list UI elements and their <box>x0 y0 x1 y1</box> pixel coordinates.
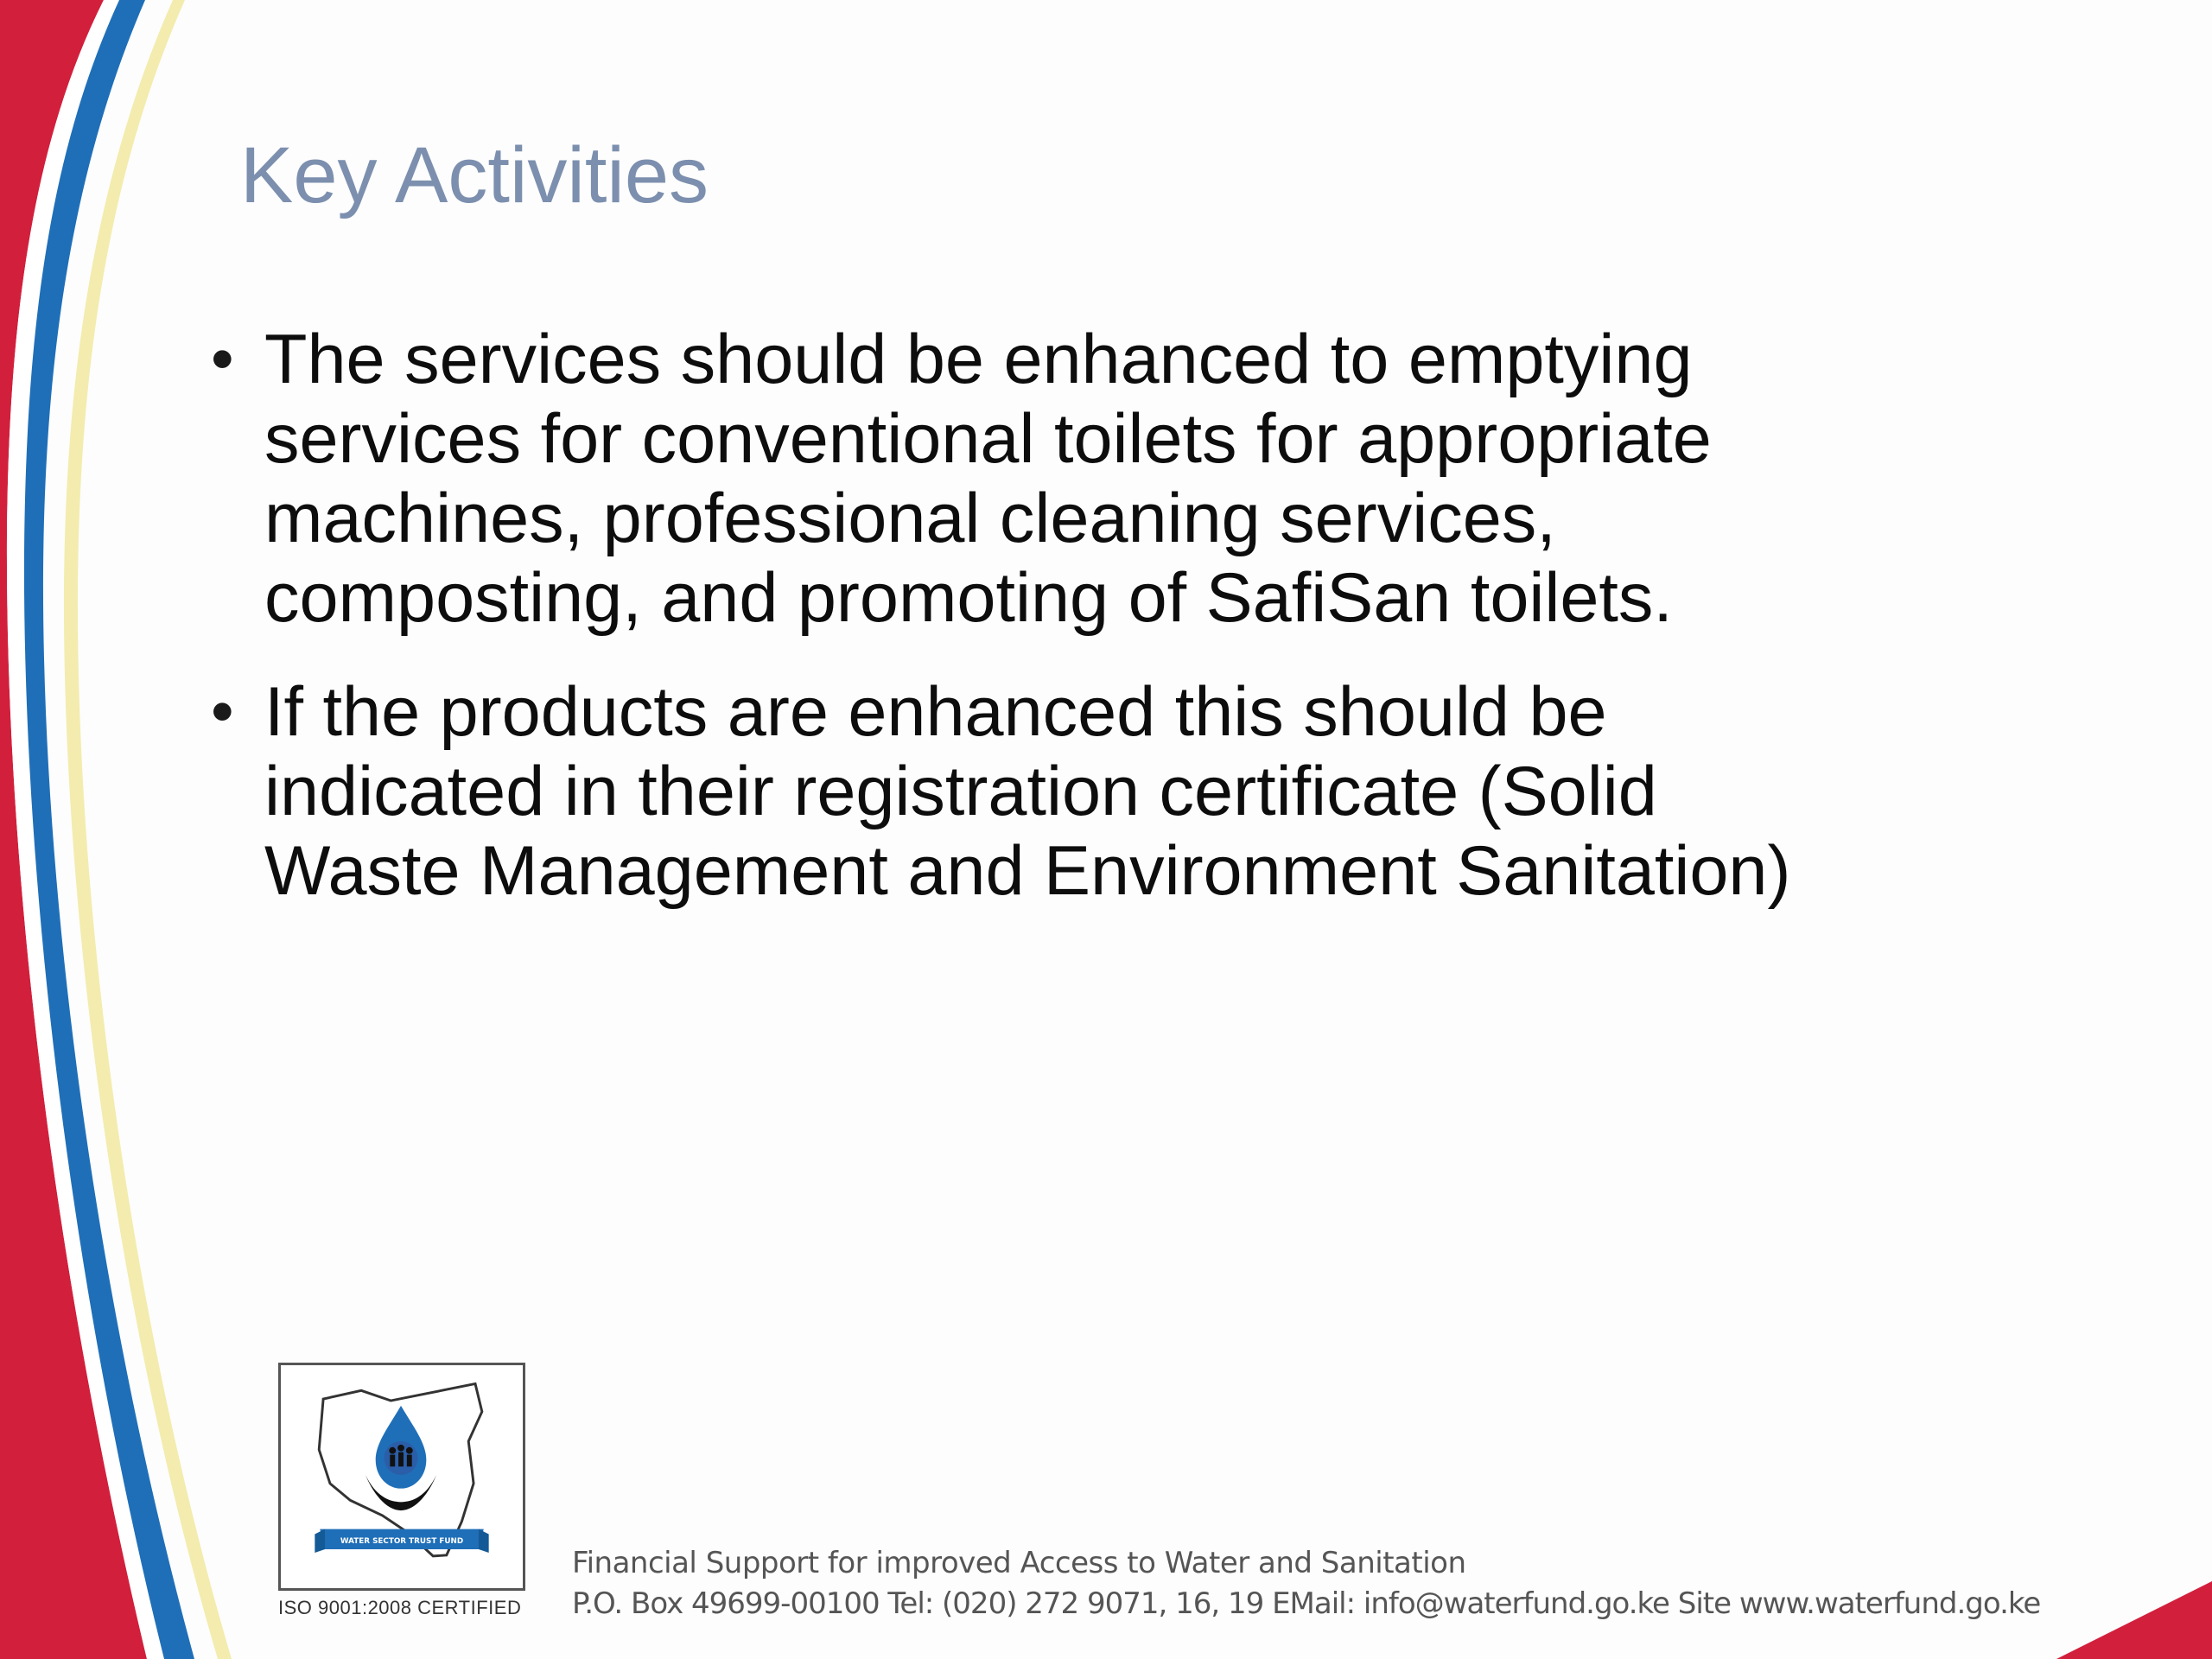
bullet-text: The services should be enhanced to emptying services for conventional toilets for appropriate machines, professional cleaning services, composting, and promoting of SafiSan toilets. <box>264 321 1712 637</box>
footer-tagline: Financial Support for improved Access to Water and Sanitation <box>572 1546 1466 1580</box>
bullet-marker: • <box>211 675 234 748</box>
logo-banner-text: WATER SECTOR TRUST FUND <box>340 1537 464 1547</box>
slide-title: Key Activities <box>240 131 709 219</box>
footer-contact: P.O. Box 49699-00100 Tel: (020) 272 9071, 16, 19 EMail: info@waterfund.go.ke Site www.waterfund.go.ke <box>572 1586 2041 1621</box>
bullet-item <box>204 320 1846 638</box>
water-sector-trust-fund-logo-icon <box>278 1363 525 1591</box>
bullet-marker: • <box>211 322 234 396</box>
swoosh-bottom-right-accent <box>2056 1581 2212 1659</box>
bullet-text: If the products are enhanced this should be indicated in their registration certificate (Solid Waste Management and Environment Sanitation) <box>264 673 1791 910</box>
iso-certification: ISO 9001:2008 CERTIFIED <box>278 1597 522 1618</box>
bullet-item <box>204 672 1846 911</box>
bullet-list <box>204 320 1846 945</box>
